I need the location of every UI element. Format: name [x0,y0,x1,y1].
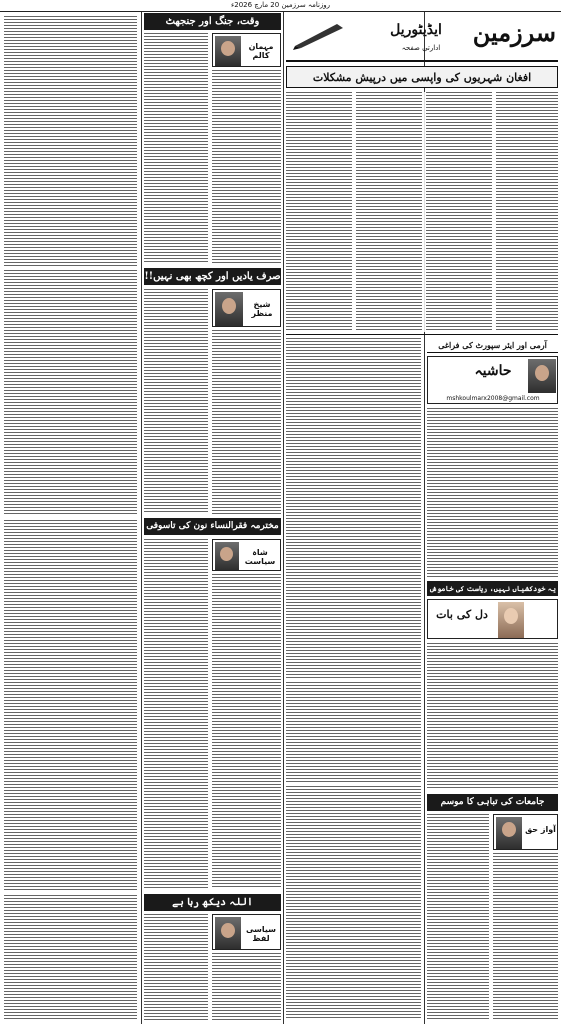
divider [286,334,558,335]
column-headline [144,894,281,911]
avatar [221,41,235,56]
pen-icon [291,20,351,50]
editorial-headline: افغان شہریوں کی واپسی میں درپیش مشکلات [286,66,558,88]
columnist-badge: سیاسی لفظ [245,925,277,943]
headline-text: جامعات کی تباہی کا موسم [440,797,545,807]
avatar [222,298,236,314]
text-block [4,16,137,266]
headline-text: وقت، جنگ اور جنجھٹ [165,16,260,27]
columnist-photo [215,917,241,949]
text-block [144,289,208,514]
headline-text: اللہ دیکھ رہا ہے [172,897,253,908]
columnist-photo [215,292,243,326]
text-block [144,33,208,263]
editorial-label: ایڈیٹوریل [390,22,442,38]
avatar [221,923,235,938]
headline-text: مخترمہ فقرالنساء نون کی تاسوفی [146,521,279,531]
columnist-box [212,539,281,571]
text-block [286,786,421,1020]
text-block [144,539,208,889]
text-block [144,914,208,1020]
avatar [535,365,549,381]
columnist-photo [498,602,524,638]
text-block [493,853,558,1020]
columnist-box [427,599,558,639]
text-block [212,953,281,1020]
columnist-photo [215,36,241,66]
columnist-badge: آواز حق [525,825,556,834]
columnist-email: mshkoulmarx2008@gmail.com [446,395,540,402]
column-headline [144,13,281,30]
avatar [504,608,518,624]
columnist-box [212,914,281,950]
columnist-box [212,33,281,67]
text-block [286,682,421,782]
columnist-badge: دل کی بات [436,608,488,621]
headline-text: یہ خودکشیاں نہیں، ریاست کی خاموش [428,584,557,593]
text-block [427,814,489,1020]
column-headline [427,794,558,811]
column-divider [283,12,284,1024]
text-block [4,895,137,1020]
date-text: روزنامہ سرزمین 20 مارچ 2026ء [230,1,331,9]
column-headline [144,518,281,535]
columnist-box [427,356,558,404]
text-block [427,643,558,790]
editorial-text [286,92,558,332]
masthead-logo: سرزمین [472,18,556,47]
column-divider [141,12,142,1024]
text-block [212,70,281,263]
page-label: ادارتی صفحہ [401,44,441,52]
column-headline [144,268,281,285]
masthead [286,14,558,62]
columnist-badge: حاشیہ [474,363,512,379]
columnist-photo [496,817,522,849]
text-block [427,408,558,578]
columnist-photo [215,542,239,570]
text-block [4,270,137,515]
headline-text: صرف یادیں اور کچھ بھی نہیں!! [144,271,281,282]
columnist-badge: شاہ سیاست [244,548,276,566]
columnist-photo [528,359,556,393]
text-block [212,330,281,514]
column-headline [427,581,558,596]
column-headline: آرمی اور ایئر سپورٹ کی فراغی [427,338,558,353]
columnist-box [493,814,558,850]
avatar [220,547,233,561]
text-block [286,338,421,678]
text-block [212,574,281,889]
avatar [502,822,516,837]
columnist-badge: شیخ منظر [251,300,273,318]
date-strip [0,0,561,12]
text-block [4,520,137,890]
columnist-badge: مہمان کالم [248,42,274,60]
columnist-box [212,289,281,327]
